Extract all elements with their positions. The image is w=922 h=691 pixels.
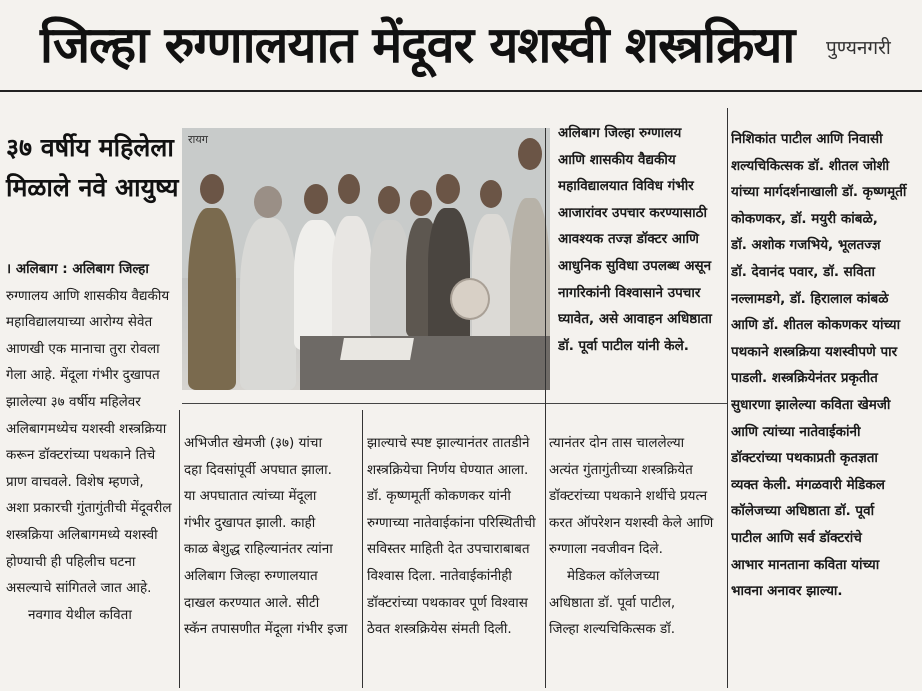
- person-head: [200, 174, 224, 204]
- column-5-line: पथकाने शस्त्रक्रिया यशस्वीपणे पार: [731, 343, 898, 360]
- column-4-highlight-line: महाविद्यालयात विविध गंभीर: [558, 178, 694, 195]
- column-4-highlight-line: आणि शासकीय वैद्यकीय: [558, 151, 676, 168]
- person-head: [480, 180, 502, 208]
- column-5-line: व्यक्त केली. मंगळवारी मेडिकल: [731, 476, 885, 493]
- person-figure: [240, 218, 296, 390]
- person-figure: [332, 216, 372, 346]
- subheading: [6, 128, 179, 240]
- column-5-line: डॉ. अशोक गजभिये, भूलतज्ज्ञ: [731, 237, 881, 254]
- column-divider: [545, 128, 546, 688]
- person-head: [304, 184, 328, 214]
- column-1-line: रुग्णालय आणि शासकीय वैद्यकीय: [6, 287, 170, 304]
- column-4-highlight-line: आजारांवर उपचार करण्यासाठी: [558, 204, 708, 221]
- column-2: [184, 430, 362, 688]
- column-5-line: नल्लामडगे, डॉ. हिरालाल कांबळे: [731, 290, 889, 307]
- column-4-highlight-line: डॉ. पूर्वा पाटील यांनी केले.: [558, 337, 689, 354]
- column-5-line: कोकणकर, डॉ. मयुरी कांबळे,: [731, 210, 878, 227]
- column-4-line: रुग्णाला नवजीवन दिले.: [549, 541, 663, 558]
- column-1: [6, 256, 178, 684]
- column-5-line: आभार मानताना कविता यांच्या: [731, 556, 880, 573]
- column-2-line: अभिजीत खेमजी (३७) यांचा: [184, 435, 322, 451]
- person-head: [518, 138, 542, 170]
- person-figure: [370, 220, 410, 340]
- column-5-line: भावना अनावर झाल्या.: [731, 583, 843, 600]
- column-4-highlight-line: घ्यावेत, असे आवाहन अधिष्ठाता: [558, 311, 712, 328]
- column-4-line: डॉक्टरांच्या पथकाने शर्थीचे प्रयत्न: [549, 488, 708, 505]
- column-3: [367, 430, 543, 688]
- column-3-line: ठेवत शस्त्रक्रियेस संमती दिली.: [367, 621, 512, 638]
- column-1-line: । अलिबाग : अलिबाग जिल्हा: [6, 261, 149, 277]
- person-head: [410, 190, 432, 216]
- column-3-line: डॉक्टरांच्या पथकावर पूर्ण विश्वास: [367, 594, 528, 611]
- column-1-line: होण्याची ही पहिलीच घटना: [6, 553, 136, 570]
- column-4-highlight-line: नागरिकांनी विश्वासाने उपचार: [558, 284, 701, 301]
- column-1-line: प्राण वाचवले. विशेष म्हणजे,: [6, 473, 144, 490]
- headline-rule: [0, 90, 922, 92]
- column-1-line: करून डॉक्टरांच्या पथकाने तिचे: [6, 447, 156, 464]
- column-2-line: गंभीर दुखापत झाली. काही: [184, 514, 316, 531]
- column-divider: [362, 410, 363, 688]
- column-5-line: शल्यचिकित्सक डॉ. शीतल जोशी: [731, 157, 890, 174]
- column-5-line: पाडली. शस्त्रक्रियेनंतर प्रकृतीत: [731, 370, 878, 387]
- column-2-line: दहा दिवसांपूर्वी अपघात झाला.: [184, 461, 332, 478]
- news-photo: [182, 128, 550, 390]
- column-3-line: रुग्णाच्या नातेवाईकांना परिस्थितीची: [367, 514, 536, 531]
- person-head: [378, 186, 400, 214]
- column-3-line: डॉ. कृष्णमूर्ती कोकणकर यांनी: [367, 488, 511, 505]
- newspaper-name: पुण्यनगरी: [826, 37, 891, 59]
- column-1-line: असल्याचे सांगितले जात आहे.: [6, 580, 152, 597]
- column-2-line: या अपघातात त्यांच्या मेंदूला: [184, 488, 317, 505]
- column-2-line: स्कॅन तपासणीत मेंदूला गंभीर इजा: [184, 621, 348, 638]
- photo-bottom-rule: [182, 403, 728, 404]
- column-4-highlight-line: आवश्यक तज्ज्ञ डॉक्टर आणि: [558, 231, 699, 248]
- column-5-line: कॉलेजच्या अधिष्ठाता डॉ. पूर्वा: [731, 503, 875, 520]
- paper: [340, 338, 414, 360]
- column-3-line: सविस्तर माहिती देत उपचाराबाबत: [367, 541, 530, 558]
- column-1-line: झालेल्या ३७ वर्षीय महिलेवर: [6, 393, 141, 410]
- headline: जिल्हा रुग्णालयात मेंदूवर यशस्वी शस्त्रक्रिया: [40, 16, 795, 74]
- column-1-line: महाविद्यालयाच्या आरोग्य सेवेत: [6, 314, 153, 331]
- column-5-line: आणि डॉ. शीतल कोकणकर यांच्या: [731, 317, 901, 334]
- column-3-line: झाल्याचे स्पष्ट झाल्यानंतर तातडीने: [367, 435, 530, 451]
- column-4-highlight-line: आधुनिक सुविधा उपलब्ध असून: [558, 257, 712, 274]
- column-3-line: शस्त्रक्रियेचा निर्णय घेण्यात आला.: [367, 461, 529, 478]
- column-1-line: अशा प्रकारची गुंतागुंतीची मेंदूवरील: [6, 500, 172, 517]
- subheading-line-2: मिळाले नवे आयुष्य: [6, 173, 179, 202]
- column-1-line: गेला आहे. मेंदूला गंभीर दुखापत: [6, 367, 160, 384]
- column-5: [731, 126, 919, 688]
- column-2-line: अलिबाग जिल्हा रुग्णालयात: [184, 567, 318, 584]
- column-divider: [727, 108, 728, 688]
- column-4-line: मेडिकल कॉलेजच्या: [567, 567, 660, 584]
- column-4-line: अत्यंत गुंतागुंतीच्या शस्त्रक्रियेत: [549, 461, 693, 478]
- column-4: [549, 430, 725, 688]
- person-head: [338, 174, 360, 204]
- column-2-line: काळ बेशुद्ध राहिल्यानंतर त्यांना: [184, 541, 333, 558]
- column-4-highlight-line: अलिबाग जिल्हा रुग्णालय: [558, 125, 682, 141]
- photo-tag: रायग: [188, 133, 208, 146]
- column-5-line: डॉक्टरांच्या पथकाप्रती कृतज्ञता: [731, 450, 878, 467]
- column-5-line: सुधारणा झालेल्या कविता खेमजी: [731, 396, 891, 413]
- column-5-line: पाटील आणि सर्व डॉक्टरांचे: [731, 529, 862, 546]
- person-figure: [188, 208, 236, 390]
- column-divider: [179, 410, 180, 688]
- column-1-line: अलिबागमध्येच यशस्वी शस्त्रक्रिया: [6, 420, 167, 437]
- column-5-line: आणि त्यांच्या नातेवाईकांनी: [731, 423, 861, 440]
- column-3-line: विश्वास दिला. नातेवाईकांनीही: [367, 567, 512, 584]
- person-head: [436, 174, 460, 204]
- column-5-line: यांच्या मार्गदर्शनाखाली डॉ. कृष्णमूर्ती: [731, 184, 907, 201]
- subheading-line-1: ३७ वर्षीय महिलेला: [6, 133, 174, 162]
- column-1-line: नवगाव येथील कविता: [28, 606, 132, 623]
- column-4-highlight: [558, 120, 724, 392]
- column-5-line: डॉ. देवानंद पवार, डॉ. सविता: [731, 263, 875, 280]
- column-4-line: जिल्हा शल्यचिकित्सक डॉ.: [549, 621, 676, 638]
- column-5-line: निशिकांत पाटील आणि निवासी: [731, 131, 883, 147]
- bouquet: [450, 278, 490, 320]
- column-1-line: शस्त्रक्रिया अलिबागमध्ये यशस्वी: [6, 526, 158, 543]
- column-4-line: करत ऑपरेशन यशस्वी केले आणि: [549, 514, 714, 531]
- desk: [300, 336, 550, 390]
- column-4-line: त्यानंतर दोन तास चाललेल्या: [549, 435, 685, 451]
- column-2-line: दाखल करण्यात आले. सीटी: [184, 594, 320, 611]
- person-head: [254, 186, 282, 218]
- column-4-line: अधिष्ठाता डॉ. पूर्वा पाटील,: [549, 594, 676, 611]
- column-1-line: आणखी एक मानाचा तुरा रोवला: [6, 340, 160, 357]
